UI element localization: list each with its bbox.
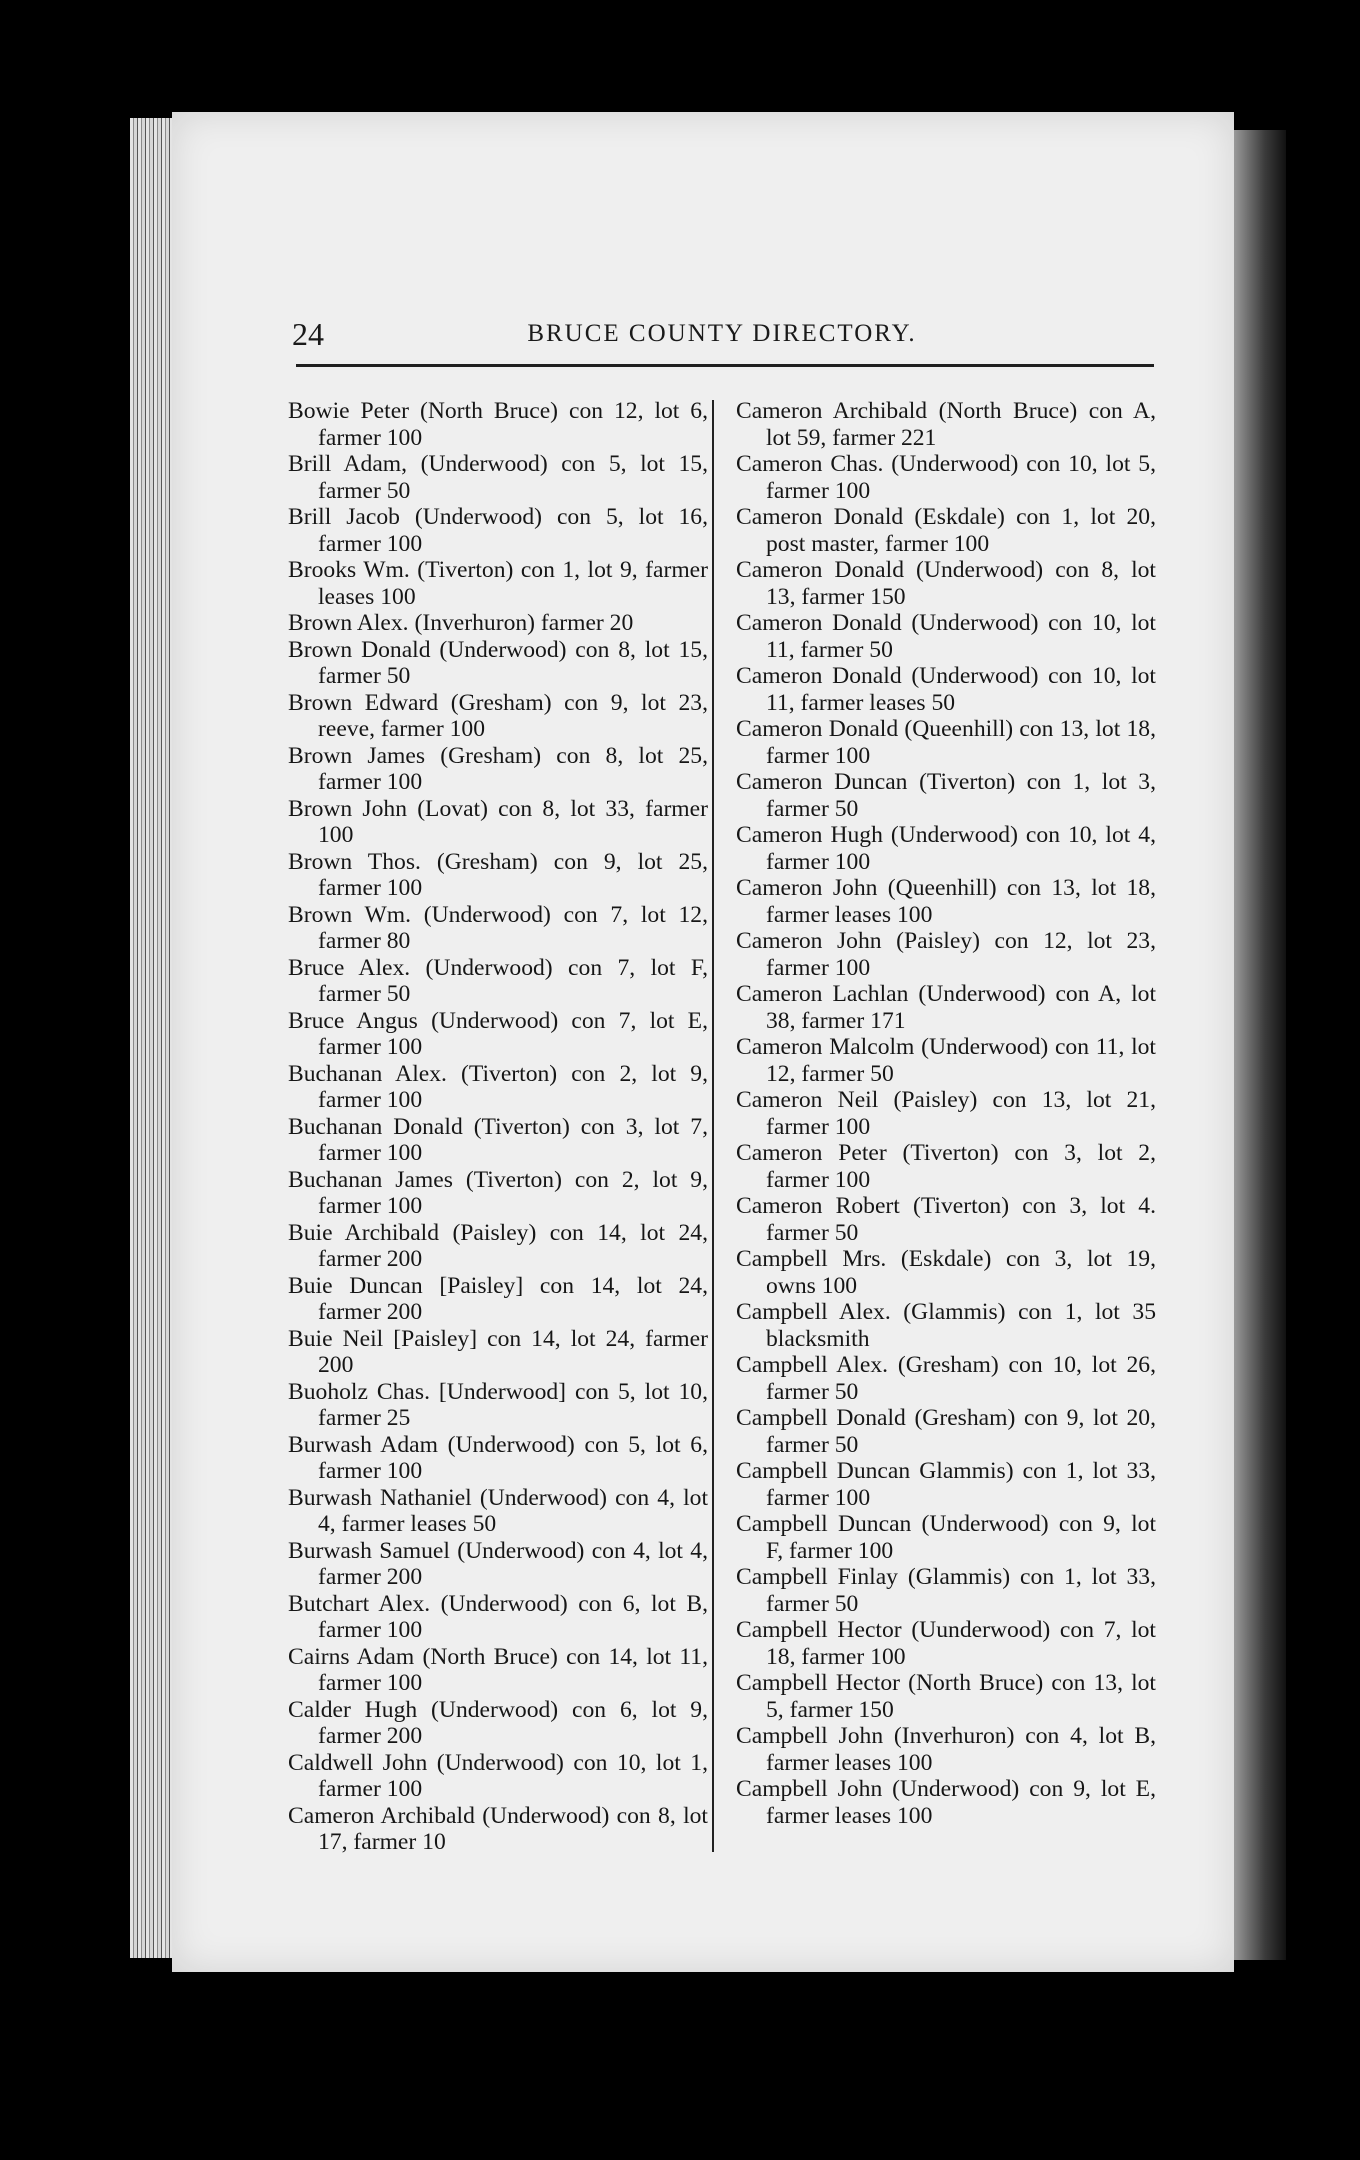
directory-entry: Campbell Donald (Gresham) con 9, lot 20, farmer 50: [736, 1405, 1156, 1458]
directory-entry: Buie Neil [Paisley] con 14, lot 24, farmer 200: [288, 1325, 708, 1378]
directory-entry: Brooks Wm. (Tiverton) con 1, lot 9, farmer leases 100: [288, 557, 708, 610]
directory-entry: Buie Archibald (Paisley) con 14, lot 24, farmer 200: [288, 1219, 708, 1272]
directory-entry: Brill Jacob (Underwood) con 5, lot 16, farmer 100: [288, 504, 708, 557]
directory-entry: Campbell Mrs. (Eskdale) con 3, lot 19, owns 100: [736, 1246, 1156, 1299]
directory-entry: Bowie Peter (North Bruce) con 12, lot 6, farmer 100: [288, 398, 708, 451]
directory-entry: Brown James (Gresham) con 8, lot 25, farmer 100: [288, 742, 708, 795]
directory-entry: Bruce Angus (Underwood) con 7, lot E, farmer 100: [288, 1007, 708, 1060]
directory-entry: Campbell John (Inverhuron) con 4, lot B, farmer leases 100: [736, 1723, 1156, 1776]
directory-entry: Campbell Alex. (Glammis) con 1, lot 35 blacksmith: [736, 1299, 1156, 1352]
directory-entry: Burwash Nathaniel (Underwood) con 4, lot 4, farmer leases 50: [288, 1484, 708, 1537]
directory-entry: Campbell Finlay (Glammis) con 1, lot 33, farmer 50: [736, 1564, 1156, 1617]
directory-entry: Cairns Adam (North Bruce) con 14, lot 11, farmer 100: [288, 1643, 708, 1696]
directory-entry: Cameron Duncan (Tiverton) con 1, lot 3, farmer 50: [736, 769, 1156, 822]
running-head: BRUCE COUNTY DIRECTORY.: [527, 320, 917, 347]
directory-entry: Brown Edward (Gresham) con 9, lot 23, reeve, farmer 100: [288, 689, 708, 742]
directory-entry: Brill Adam, (Underwood) con 5, lot 15, farmer 50: [288, 451, 708, 504]
directory-entry: Campbell Hector (North Bruce) con 13, lot 5, farmer 150: [736, 1670, 1156, 1723]
directory-entry: Cameron Hugh (Underwood) con 10, lot 4, farmer 100: [736, 822, 1156, 875]
directory-entry: Brown Thos. (Gresham) con 9, lot 25, farmer 100: [288, 848, 708, 901]
column-divider: [712, 400, 714, 1852]
directory-entry: Cameron Donald (Queenhill) con 13, lot 18, farmer 100: [736, 716, 1156, 769]
directory-entry: Cameron Chas. (Underwood) con 10, lot 5, farmer 100: [736, 451, 1156, 504]
directory-entry: Burwash Adam (Underwood) con 5, lot 6, farmer 100: [288, 1431, 708, 1484]
directory-entry: Cameron Lachlan (Underwood) con A, lot 38, farmer 171: [736, 981, 1156, 1034]
directory-entry: Brown Alex. (Inverhuron) farmer 20: [288, 610, 634, 636]
directory-entry: Cameron Donald (Eskdale) con 1, lot 20, post master, farmer 100: [736, 504, 1156, 557]
directory-entry: Campbell Duncan Glammis) con 1, lot 33, farmer 100: [736, 1458, 1156, 1511]
directory-entry: Butchart Alex. (Underwood) con 6, lot B, farmer 100: [288, 1590, 708, 1643]
directory-entry: Cameron Donald (Underwood) con 8, lot 13, farmer 150: [736, 557, 1156, 610]
directory-entry: Caldwell John (Underwood) con 10, lot 1, farmer 100: [288, 1749, 708, 1802]
directory-entry: Brown Donald (Underwood) con 8, lot 15, farmer 50: [288, 636, 708, 689]
directory-entry: Buoholz Chas. [Underwood] con 5, lot 10, farmer 25: [288, 1378, 708, 1431]
directory-entry: Cameron Robert (Tiverton) con 3, lot 4. farmer 50: [736, 1193, 1156, 1246]
page-edge-shadow: [1234, 130, 1286, 1960]
directory-entry: Cameron Archibald (Underwood) con 8, lot 17, farmer 10: [288, 1802, 708, 1855]
directory-entry: Brown John (Lovat) con 8, lot 33, farmer 100: [288, 795, 708, 848]
right-column: [736, 398, 1156, 1829]
directory-entry: Campbell John (Underwood) con 9, lot E, farmer leases 100: [736, 1776, 1156, 1829]
directory-entry: Buie Duncan [Paisley] con 14, lot 24, farmer 200: [288, 1272, 708, 1325]
directory-entry: Buchanan Alex. (Tiverton) con 2, lot 9, farmer 100: [288, 1060, 708, 1113]
directory-entry: Cameron Donald (Underwood) con 10, lot 11, farmer 50: [736, 610, 1156, 663]
directory-entry: Brown Wm. (Underwood) con 7, lot 12, farmer 80: [288, 901, 708, 954]
header-rule: [296, 364, 1154, 367]
left-column: [288, 398, 708, 1856]
directory-entry: Cameron Peter (Tiverton) con 3, lot 2, farmer 100: [736, 1140, 1156, 1193]
directory-entry: Campbell Hector (Uunderwood) con 7, lot 18, farmer 100: [736, 1617, 1156, 1670]
directory-entry: Cameron John (Queenhill) con 13, lot 18, farmer leases 100: [736, 875, 1156, 928]
directory-entry: Campbell Alex. (Gresham) con 10, lot 26, farmer 50: [736, 1352, 1156, 1405]
directory-entry: Burwash Samuel (Underwood) con 4, lot 4, farmer 200: [288, 1537, 708, 1590]
directory-entry: Cameron Malcolm (Underwood) con 11, lot 12, farmer 50: [736, 1034, 1156, 1087]
directory-entry: Buchanan Donald (Tiverton) con 3, lot 7, farmer 100: [288, 1113, 708, 1166]
book-spine: [130, 118, 175, 1958]
directory-entry: Bruce Alex. (Underwood) con 7, lot F, farmer 50: [288, 954, 708, 1007]
directory-entry: Cameron Archibald (North Bruce) con A, lot 59, farmer 221: [736, 398, 1156, 451]
directory-entry: Calder Hugh (Underwood) con 6, lot 9, farmer 200: [288, 1696, 708, 1749]
directory-entry: Cameron Donald (Underwood) con 10, lot 11, farmer leases 50: [736, 663, 1156, 716]
directory-entry: Campbell Duncan (Underwood) con 9, lot F, farmer 100: [736, 1511, 1156, 1564]
directory-entry: Cameron John (Paisley) con 12, lot 23, farmer 100: [736, 928, 1156, 981]
page-header: [292, 316, 1152, 356]
directory-entry: Buchanan James (Tiverton) con 2, lot 9, farmer 100: [288, 1166, 708, 1219]
directory-entry: Cameron Neil (Paisley) con 13, lot 21, farmer 100: [736, 1087, 1156, 1140]
page-number: 24: [292, 316, 324, 352]
